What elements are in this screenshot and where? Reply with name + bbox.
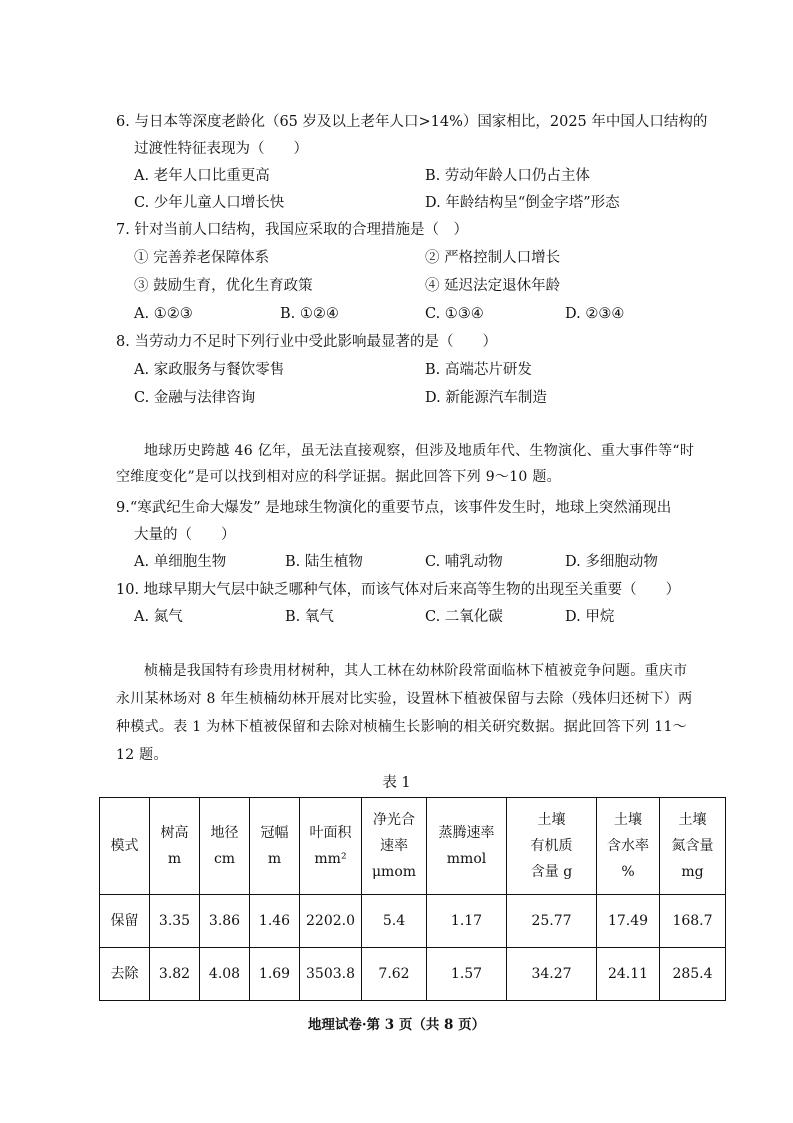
q9-stem-line1: 9.“寒武纪生命大爆发” 是地球生物演化的重要节点，该事件发生时，地球上突然涌现出 (116, 500, 672, 516)
table-cell: 5.4 (362, 895, 427, 948)
q6-option-a: A. 老年人口比重更高 (134, 168, 270, 184)
table-row (100, 895, 726, 948)
table-row (100, 948, 726, 1001)
table-header-row (100, 798, 726, 895)
table-cell: 4.08 (200, 948, 250, 1001)
q7-item-4: ④ 延迟法定退休年龄 (425, 278, 561, 294)
intro-11-12-line1: 桢楠是我国特有珍贵用材树种，其人工林在幼林阶段常面临林下植被竞争问题。重庆市 (144, 663, 688, 679)
table-cell: 3.35 (150, 895, 200, 948)
table-cell: 去除 (100, 948, 150, 1001)
q10-option-d: D. 甲烷 (565, 609, 615, 625)
q6-option-c: C. 少年儿童人口增长快 (134, 195, 285, 211)
intro-9-10-line1: 地球历史跨越 46 亿年，虽无法直接观察，但涉及地质年代、生物演化、重大事件等“时 (144, 443, 695, 459)
q9-option-b: B. 陆生植物 (285, 554, 363, 570)
q9-option-a: A. 单细胞生物 (134, 554, 227, 570)
q7-option-a: A. ①②③ (134, 306, 193, 322)
q7-item-1: ① 完善养老保障体系 (134, 250, 270, 266)
q10-option-a: A. 氮气 (134, 609, 183, 625)
q7-item-3: ③ 鼓励生育，优化生育政策 (134, 278, 313, 294)
q10-option-b: B. 氧气 (285, 609, 334, 625)
table-cell: 3503.8 (300, 948, 362, 1001)
table-cell: 1.69 (250, 948, 300, 1001)
table-cell: 168.7 (660, 895, 726, 948)
table-cell: 24.11 (597, 948, 660, 1001)
intro-11-12-line3: 种模式。表 1 为林下植被保留和去除对桢楠生长影响的相关研究数据。据此回答下列 11～ (116, 719, 687, 735)
table-cell: 2202.0 (300, 895, 362, 948)
page-footer: 地理试卷·第 3 页（共 8 页） (307, 1017, 486, 1033)
intro-11-12-line2: 永川某林场对 8 年生桢楠幼林开展对比实验，设置林下植被保留与去除（残体归还树下）两 (116, 691, 693, 707)
header-soil-organic-matter: 土壤 有机质 含量 g (507, 798, 597, 895)
intro-11-12-line4: 12 题。 (116, 747, 168, 763)
q7-item-2: ② 严格控制人口增长 (425, 250, 561, 266)
table-cell: 1.46 (250, 895, 300, 948)
header-mode: 模式 (100, 798, 150, 895)
table-cell: 17.49 (597, 895, 660, 948)
q6-stem-line1: 6. 与日本等深度老龄化（65 岁及以上老年人口>14%）国家相比，2025 年中国人口结构的 (116, 114, 708, 130)
header-soil-moisture: 土壤 含水率 % (597, 798, 660, 895)
table-cell: 1.17 (427, 895, 507, 948)
q6-option-b: B. 劳动年龄人口仍占主体 (425, 168, 590, 184)
q7-option-c: C. ①③④ (425, 306, 484, 322)
header-leaf-area: 叶面积 mm² (300, 798, 362, 895)
table-cell: 34.27 (507, 948, 597, 1001)
q8-option-b: B. 高端芯片研发 (425, 362, 532, 378)
header-tree-height: 树高 m (150, 798, 200, 895)
intro-9-10-line2: 空维度变化”是可以找到相对应的科学证据。据此回答下列 9～10 题。 (116, 469, 561, 485)
header-transpiration: 蒸腾速率 mmol (427, 798, 507, 895)
table-cell: 保留 (100, 895, 150, 948)
q9-option-c: C. 哺乳动物 (425, 554, 503, 570)
q9-stem-line2: 大量的（ ） (134, 527, 236, 543)
header-soil-nitrogen: 土壤 氮含量 mg (660, 798, 726, 895)
table-caption: 表 1 (382, 775, 411, 791)
q8-option-d: D. 新能源汽车制造 (425, 390, 547, 406)
header-crown-width: 冠幅 m (250, 798, 300, 895)
q10-option-c: C. 二氧化碳 (425, 609, 503, 625)
table-cell: 25.77 (507, 895, 597, 948)
table-cell: 3.86 (200, 895, 250, 948)
q6-option-d: D. 年龄结构呈“倒金字塔”形态 (425, 195, 620, 211)
table-cell: 3.82 (150, 948, 200, 1001)
header-net-photosynthesis: 净光合 速率 μmom (362, 798, 427, 895)
table-cell: 285.4 (660, 948, 726, 1001)
growth-data-table (99, 797, 726, 1001)
q9-option-d: D. 多细胞动物 (565, 554, 658, 570)
header-ground-diameter: 地径 cm (200, 798, 250, 895)
q8-stem: 8. 当劳动力不足时下列行业中受此影响最显著的是（ ） (116, 334, 497, 350)
q7-option-d: D. ②③④ (565, 306, 625, 322)
q7-stem: 7. 针对当前人口结构，我国应采取的合理措施是（ ） (116, 222, 468, 238)
q8-option-a: A. 家政服务与餐饮零售 (134, 362, 285, 378)
table-cell: 7.62 (362, 948, 427, 1001)
table-cell: 1.57 (427, 948, 507, 1001)
q7-option-b: B. ①②④ (280, 306, 339, 322)
q6-stem-line2: 过渡性特征表现为（ ） (134, 141, 308, 157)
q10-stem: 10. 地球早期大气层中缺乏哪种气体，而该气体对后来高等生物的出现至关重要（ ） (116, 582, 681, 598)
q8-option-c: C. 金融与法律咨询 (134, 390, 256, 406)
